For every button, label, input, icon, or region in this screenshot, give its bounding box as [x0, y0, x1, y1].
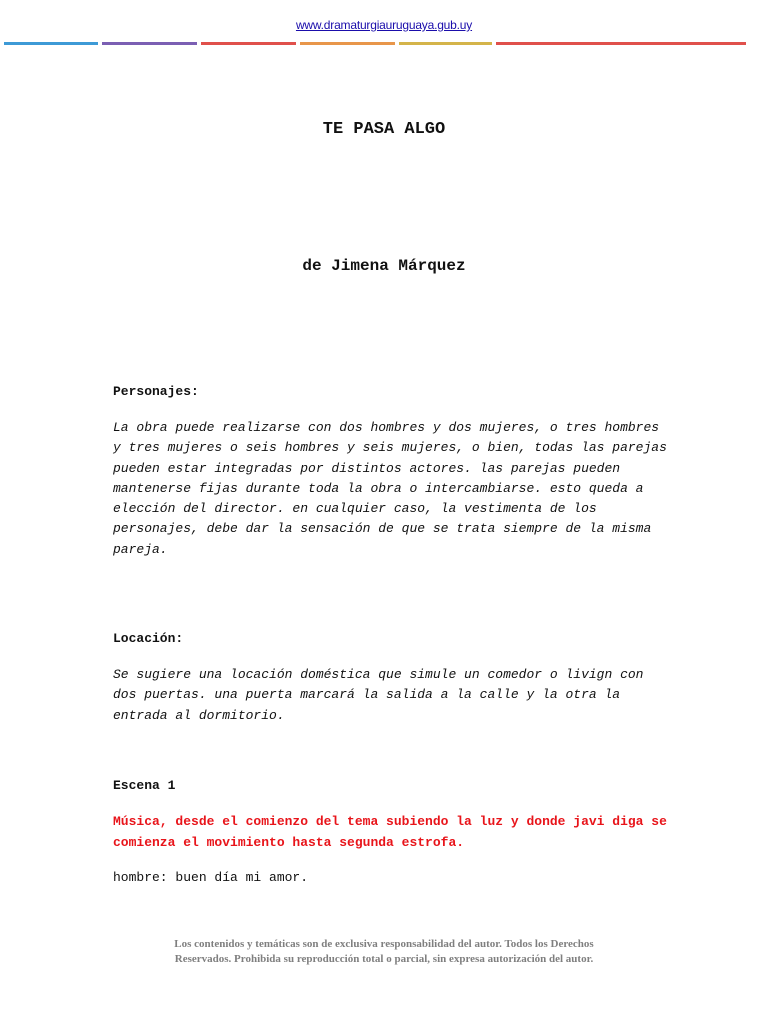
dialog-line: hombre: buen día mi amor.: [113, 870, 309, 885]
color-bar-segment: [201, 42, 296, 45]
footer-line: Los contenidos y temáticas son de exclusiva responsabilidad del autor. Todos los Derechos: [174, 938, 594, 950]
color-bar-segment: [399, 42, 492, 45]
color-bar-segment: [4, 42, 98, 45]
play-author: de Jimena Márquez: [302, 257, 466, 275]
play-title: TE PASA ALGO: [322, 120, 446, 139]
personajes-text: La obra puede realizarse con dos hombres y dos mujeres, o tres hombres y tres mujeres o seis hombres y seis mujeres, o bien, todas las parejas pueden estar integradas por distintos actores. las parejas pueden mantenerse fijas durante toda la obra o intercambiarse. esto queda a elección del director. en cualquier caso, la vestimenta de los personajes, debe dar la sensación de que se trata siempre de la misma pareja.: [113, 420, 667, 557]
color-bar-segment: [496, 42, 746, 45]
locacion-heading: Locación:: [113, 631, 184, 646]
escena-heading: Escena 1: [113, 778, 176, 793]
color-bar-segment: [102, 42, 197, 45]
personajes-heading: Personajes:: [113, 384, 199, 399]
site-link[interactable]: www.dramaturgiauruguaya.gub.uy: [295, 18, 473, 32]
footer-line: Reservados. Prohibida su reproducción total o parcial, sin expresa autorización del autor.: [174, 953, 594, 965]
locacion-text: Se sugiere una locación doméstica que simule un comedor o livign con dos puertas. una puerta marcará la salida a la calle y la otra la entrada al dormitorio.: [113, 667, 644, 723]
stage-direction: Música, desde el comienzo del tema subiendo la luz y donde javi diga se comienza el movimiento hasta segunda estrofa.: [113, 814, 667, 850]
color-bar-segment: [300, 42, 395, 45]
footer-notice: [0, 937, 768, 967]
